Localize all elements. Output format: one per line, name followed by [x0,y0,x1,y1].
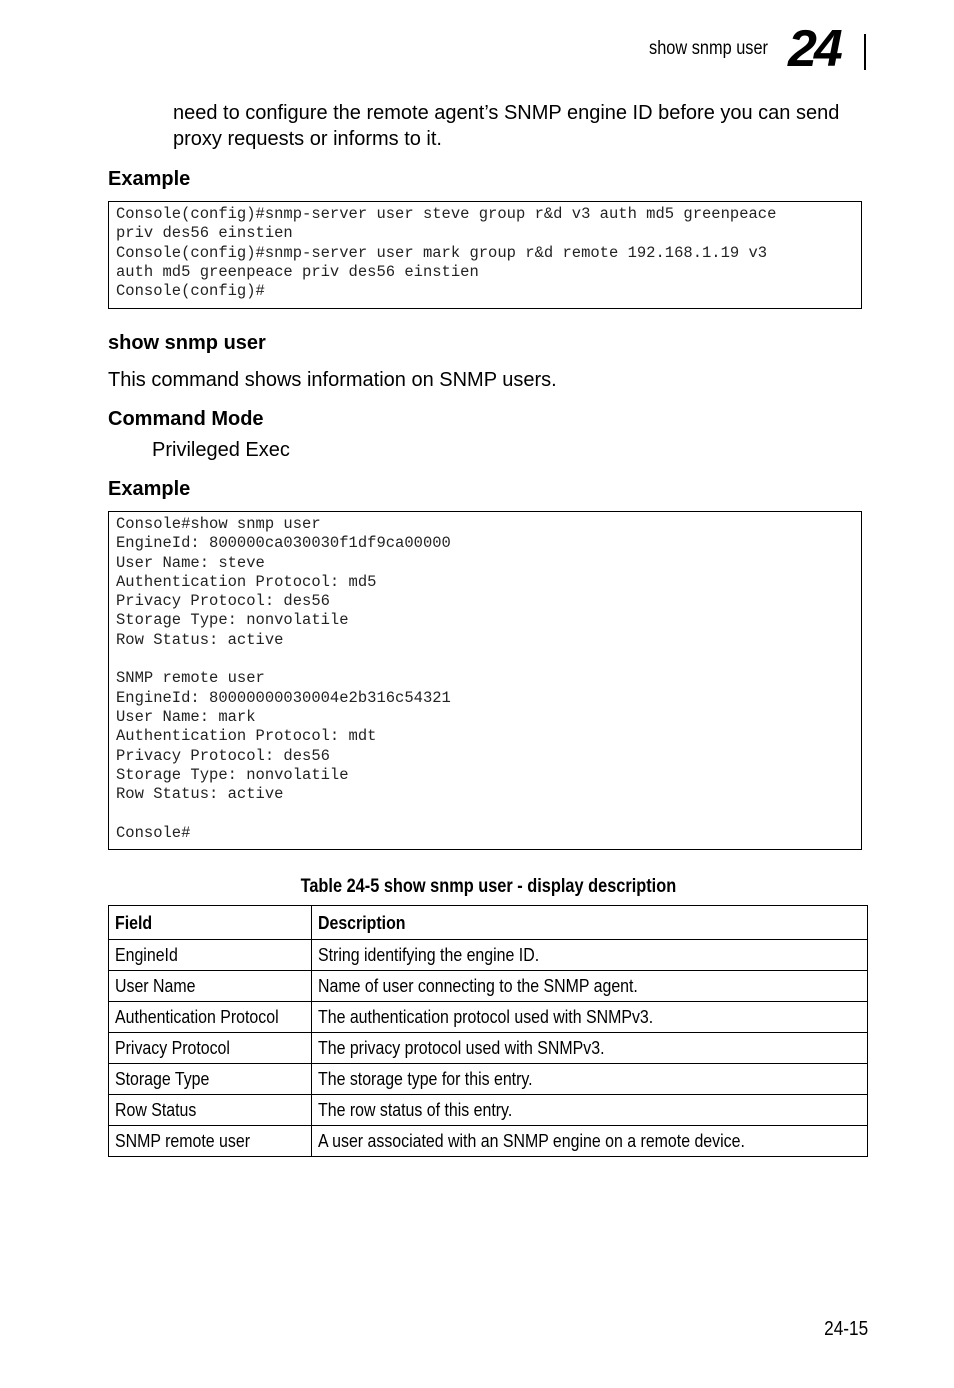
field-cell: User Name [109,971,312,1002]
intro-paragraph: need to configure the remote agent’s SNMP engine ID before you can send proxy requests or informs to it. [173,102,840,150]
example-heading-1: Example [108,168,191,190]
command-mode-value: Privileged Exec [152,439,290,461]
table-row [109,1064,868,1095]
field-cell: SNMP remote user [109,1126,312,1157]
page-number [760,1318,868,1341]
description-cell: The authentication protocol used with SNMPv3. [312,1002,868,1033]
table-row [109,971,868,1002]
field-cell: Authentication Protocol [109,1002,312,1033]
description-cell: A user associated with an SNMP engine on a remote device. [312,1126,868,1157]
command-description: This command shows information on SNMP users. [108,369,557,391]
chapter-number: 24 [788,20,840,78]
field-cell: EngineId [109,940,312,971]
table-row [109,1095,868,1126]
table-row [109,1126,868,1157]
field-cell: Privacy Protocol [109,1033,312,1064]
header-description: Description [312,906,868,940]
example-heading-2: Example [108,478,191,500]
description-cell: String identifying the engine ID. [312,940,868,971]
page-number-text: 24-15 [824,1318,868,1340]
table-header-row [109,906,868,940]
code-example-2: Console#show snmp user EngineId: 800000ca030030f1df9ca00000 User Name: steve Authentication Protocol: md5 Privacy Protocol: des56 Storage Type: nonvolatile Row Status: active SNMP remote user EngineId: 80000000030004e2b316c54321 User Name: mark Authentication Protocol: mdt Privacy Protocol: des56 Storage Type: nonvolatile Row Status: active Console# [108,511,862,850]
command-mode-heading: Command Mode [108,408,264,430]
header-field: Field [109,906,312,940]
chapter-divider [864,34,866,70]
running-header-title: show snmp user [649,38,768,59]
display-description-table [108,905,868,1157]
code-example-1: Console(config)#snmp-server user steve group r&d v3 auth md5 greenpeace priv des56 einstien Console(config)#snmp-server user mark group r&d remote 192.168.1.19 v3 auth md5 greenpeace priv des56 einstien Console(config)# [108,201,862,309]
description-cell: The row status of this entry. [312,1095,868,1126]
table-caption-text: Table 24-5 show snmp user - display description [300,876,676,897]
description-cell: The storage type for this entry. [312,1064,868,1095]
table-row [109,1033,868,1064]
field-cell: Storage Type [109,1064,312,1095]
section-title: show snmp user [108,332,266,354]
field-cell: Row Status [109,1095,312,1126]
description-cell: Name of user connecting to the SNMP agent. [312,971,868,1002]
description-cell: The privacy protocol used with SNMPv3. [312,1033,868,1064]
table-row [109,1002,868,1033]
table-row [109,940,868,971]
table-caption [108,876,868,898]
